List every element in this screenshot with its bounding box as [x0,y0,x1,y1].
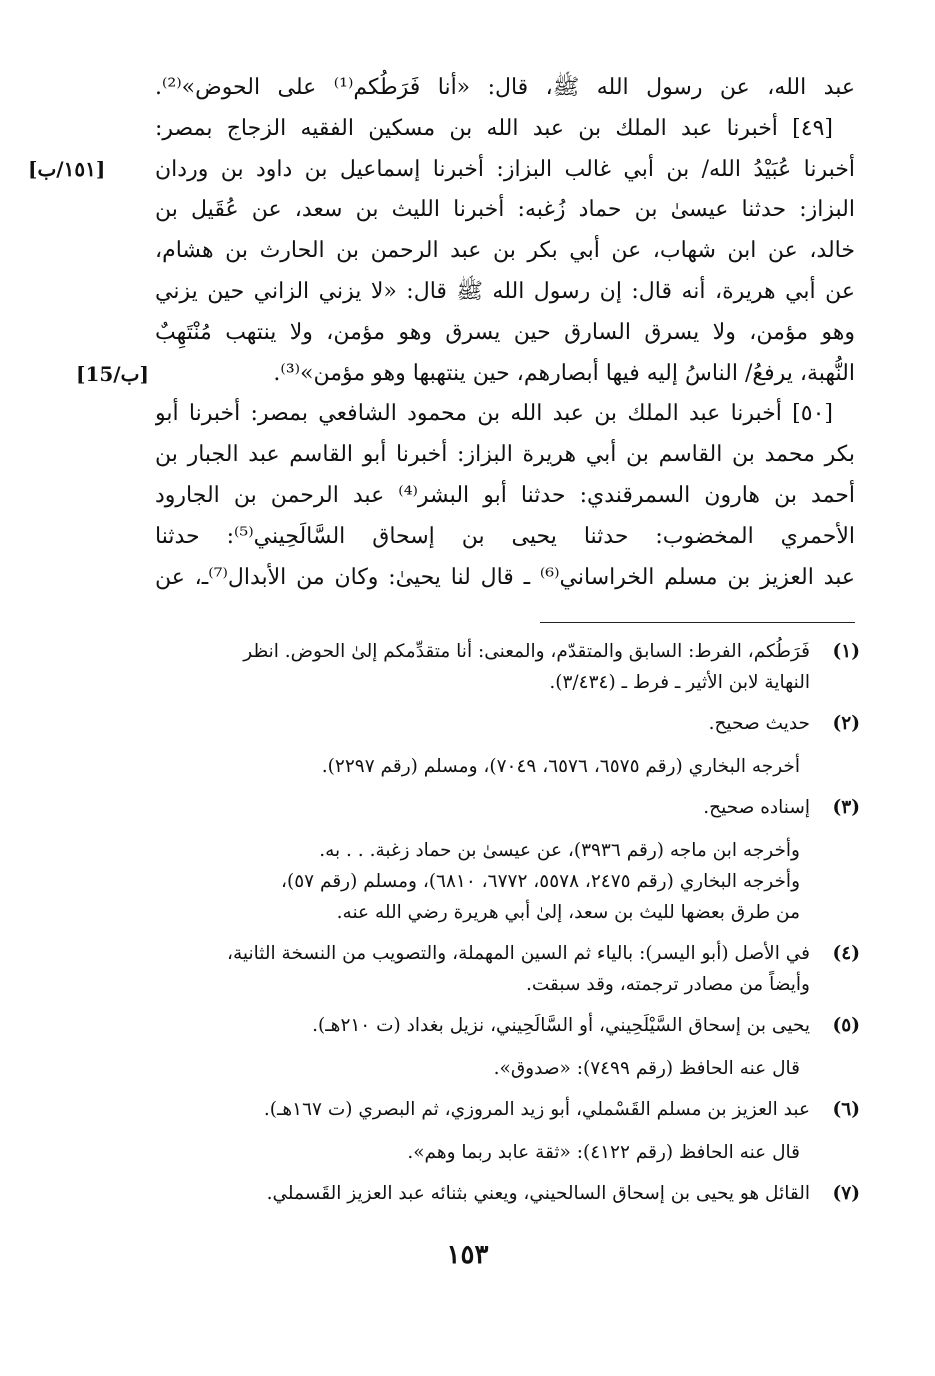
footnote-line: من طرق بعضها لليث بن سعد، إلىٰ أبي هريرة رضي الله عنه. [336,902,800,923]
footnote-line: قال عنه الحافظ (رقم ٤١٢٢): «ثقة عابد ربما وهم». [407,1142,800,1163]
footnotes [160,636,860,1219]
footnote-details [160,835,810,928]
text-line: البزاز: حدثنا عيسىٰ بن حماد زُغبه: أخبرنا الليث بن سعد، عن عُقَيل بن [155,197,855,223]
footnote-number: (٥) [832,1015,860,1036]
footnote-number: (٧) [832,1183,860,1204]
text-line: [٤٩] أخبرنا عبد الملك بن عبد الله بن مسكين الفقيه الزجاج بمصر: [155,115,833,141]
footnote-line: النهاية لابن الأثير ـ فرط ـ (٣/٤٣٤). [549,672,810,693]
footnote-number: (٤) [832,943,860,964]
footnote-line: عبد العزيز بن مسلم القَسْملي، أبو زيد المروزي، ثم البصري (ت ١٦٧هـ). [263,1099,810,1120]
footnote [160,1094,860,1168]
footnote-line: وأخرجه البخاري (رقم ٢٤٧٥، ٥٥٧٨، ٦٧٧٢، ٦٨١٠)، ومسلم (رقم ٥٧)، [281,871,800,892]
footnote-number: (١) [832,641,860,662]
footnote-line: وأخرجه ابن ماجه (رقم ٣٩٣٦)، عن عيسىٰ بن حماد زغبة. . . به. [319,840,800,861]
footnote-line: وأيضاً من مصادر ترجمته، وقد سبقت. [526,974,810,995]
text-line: خالد، عن ابن شهاب، عن أبي بكر بن عبد الرحمن بن الحارث بن هشام، [155,238,855,264]
text-line: عبد الله، عن رسول الله ﷺ، قال: «أنا فَرَطُكم⁽¹⁾ على الحوض»⁽²⁾. [155,75,855,100]
footnote-separator [540,622,855,623]
text-line: [٥٠] أخبرنا عبد الملك بن عبد الله بن محمود الشافعي بمصر: أخبرنا أبو [155,401,833,427]
footnote [160,636,860,698]
footnote-details [160,1137,810,1168]
text-line: وهو مؤمن، ولا يسرق السارق حين يسرق وهو مؤمن، ولا ينتهب مُنْتَهِبٌ [155,319,855,345]
main-text [155,68,855,598]
text-line: الأحمري المخضوب: حدثنا يحيى بن إسحاق السَّالَحِيني⁽⁵⁾: حدثنا [155,523,855,549]
text-line: أحمد بن هارون السمرقندي: حدثنا أبو البشر⁽⁴⁾ عبد الرحمن بن الجارود [155,482,855,508]
text-line: النُّهبة، يرفعُ/ الناسُ إليه فيها أبصارهم، حين ينتهبها وهو مؤمن»⁽³⁾. [273,360,855,386]
footnote-line: فَرَطُكم، الفرط: السابق والمتقدّم، والمعنى: أنا متقدِّمكم إلىٰ الحوض. انظر [243,641,810,662]
footnote-number: (٣) [832,797,860,818]
footnote-line: أخرجه البخاري (رقم ٦٥٧٥، ٦٥٧٦، ٧٠٤٩)، ومسلم (رقم ٢٢٩٧). [321,756,800,777]
page-number: ١٥٣ [446,1240,489,1270]
footnote-line: في الأصل (أبو اليسر): بالياء ثم السين المهملة، والتصويب من النسخة الثانية، [227,943,810,964]
footnote [160,708,860,782]
footnote [160,1010,860,1084]
footnote-line: قال عنه الحافظ (رقم ٧٤٩٩): «صدوق». [493,1058,800,1079]
footnote-line: القائل هو يحيى بن إسحاق السالحيني، ويعني بثنائه عبد العزيز القَسملي. [266,1183,810,1204]
manuscript-folio-ref: [١٥١/ب] [28,157,106,181]
footnote-number: (٦) [832,1099,860,1120]
text-line: عبد العزيز بن مسلم الخراساني⁽⁶⁾ ـ قال لنا يحيىٰ: وكان من الأبدال⁽⁷⁾ـ، عن [155,564,855,590]
footnote-number: (٢) [832,713,860,734]
footnote-details [160,1053,810,1084]
manuscript-folio-ref: [15/ب] [76,362,149,386]
footnote [160,938,860,1000]
text-line: أخبرنا عُبَيْدُ الله/ بن أبي غالب البزاز: أخبرنا إسماعيل بن داود بن وردان [155,156,855,182]
footnote-line: حديث صحيح. [708,713,810,734]
footnote [160,792,860,928]
footnote [160,1178,860,1209]
footnote-details [160,751,810,782]
text-line: عن أبي هريرة، أنه قال: إن رسول الله ﷺ قال: «لا يزني الزاني حين يزني [155,278,855,304]
footnote-line: إسناده صحيح. [703,797,810,818]
footnote-line: يحيى بن إسحاق السَّيْلَحِيني، أو السَّالَحِيني، نزيل بغداد (ت ٢١٠هـ). [312,1015,810,1036]
text-line: بكر محمد بن القاسم بن أبي هريرة البزاز: أخبرنا أبو القاسم عبد الجبار بن [155,442,855,468]
